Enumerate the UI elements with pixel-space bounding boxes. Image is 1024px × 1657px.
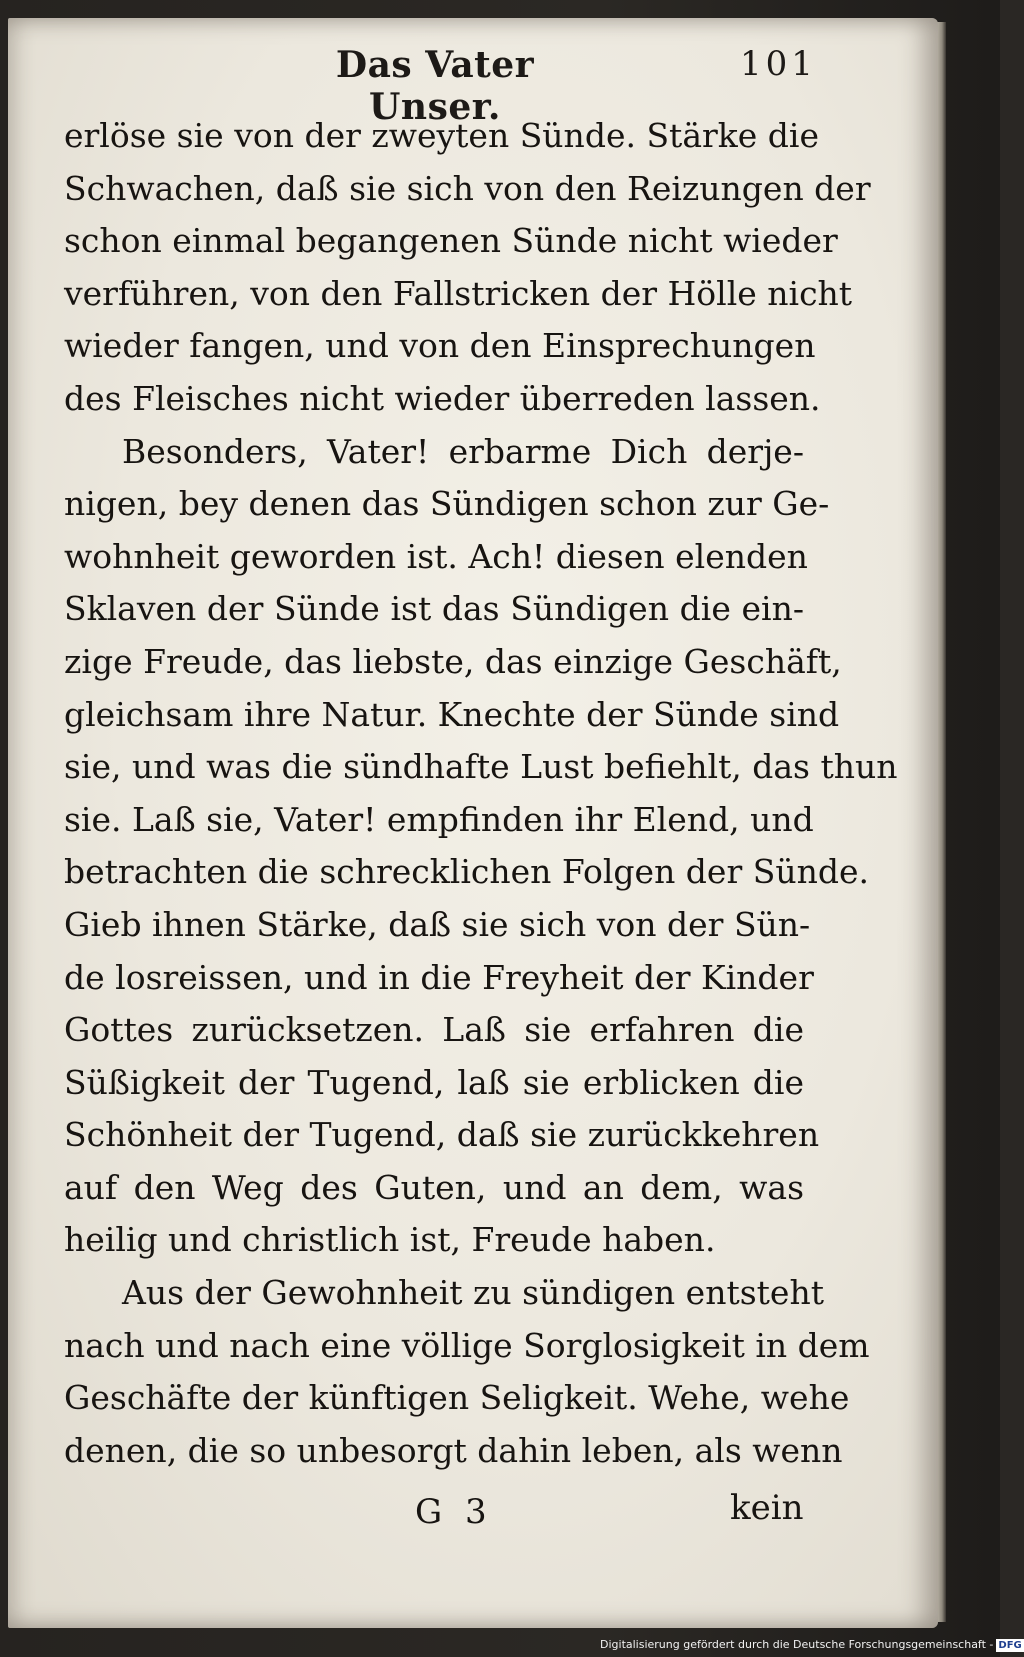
text-line-8: nigen, bey denen das Sündigen schon zur Ge- — [64, 484, 830, 524]
text-line-19: Süßigkeit der Tugend, laß sie erblicken die — [64, 1062, 804, 1102]
running-title: Das Vater Unser. — [335, 44, 535, 128]
text-line-20: Schönheit der Tugend, daß sie zurückkehren — [64, 1115, 820, 1155]
text-line-10: Sklaven der Sünde ist das Sündigen die ein- — [64, 589, 804, 629]
text-line-2: Schwachen, daß sie sich von den Reizungen der — [64, 168, 871, 208]
attribution-text: Digitalisierung gefördert durch die Deutsche Forschungsgemeinschaft - — [600, 1638, 994, 1651]
text-line-1: erlöse sie von der zweyten Sünde. Stärke die — [64, 116, 819, 155]
dfg-attribution — [600, 1636, 1022, 1654]
text-line-26: denen, die so unbesorgt dahin leben, als wenn — [64, 1430, 843, 1470]
text-line-24: nach und nach eine völlige Sorglosigkeit in dem — [64, 1325, 870, 1365]
text-line-18: Gottes zurücksetzen. Laß sie erfahren die — [64, 1010, 804, 1050]
text-line-7: Besonders, Vater! erbarme Dich derje- — [122, 431, 804, 471]
text-line-12: gleichsam ihre Natur. Knechte der Sünde sind — [64, 694, 840, 734]
text-line-25: Geschäfte der künftigen Seligkeit. Wehe, wehe — [64, 1378, 850, 1418]
text-line-6: des Fleisches nicht wieder überreden lassen. — [64, 378, 821, 418]
page-number: 101 — [740, 44, 817, 84]
text-line-13: sie, und was die sündhafte Lust befiehlt, das thun — [64, 747, 898, 787]
signature-mark: G 3 — [415, 1492, 493, 1532]
text-line-3: schon einmal begangenen Sünde nicht wieder — [64, 221, 838, 261]
body-text — [64, 110, 898, 1477]
text-line-17: de losreissen, und in die Freyheit der Kinder — [64, 957, 814, 997]
text-line-16: Gieb ihnen Stärke, daß sie sich von der Sün- — [64, 904, 811, 944]
dfg-logo: DFG — [998, 1640, 1022, 1651]
text-line-14: sie. Laß sie, Vater! empfinden ihr Elend, und — [64, 799, 814, 839]
text-line-11: zige Freude, das liebste, das einzige Geschäft, — [64, 641, 842, 681]
catchword: kein — [730, 1488, 804, 1528]
text-line-22: heilig und christlich ist, Freude haben. — [64, 1220, 716, 1260]
text-line-23: Aus der Gewohnheit zu sündigen entsteht — [122, 1273, 824, 1313]
text-line-5: wieder fangen, und von den Einsprechungen — [64, 326, 816, 366]
text-line-4: verführen, von den Fallstricken der Hölle nicht — [64, 273, 853, 313]
text-line-15: betrachten die schrecklichen Folgen der Sünde. — [64, 852, 869, 892]
text-line-9: wohnheit geworden ist. Ach! diesen elenden — [64, 536, 808, 576]
text-line-21: auf den Weg des Guten, und an dem, was — [64, 1167, 804, 1207]
